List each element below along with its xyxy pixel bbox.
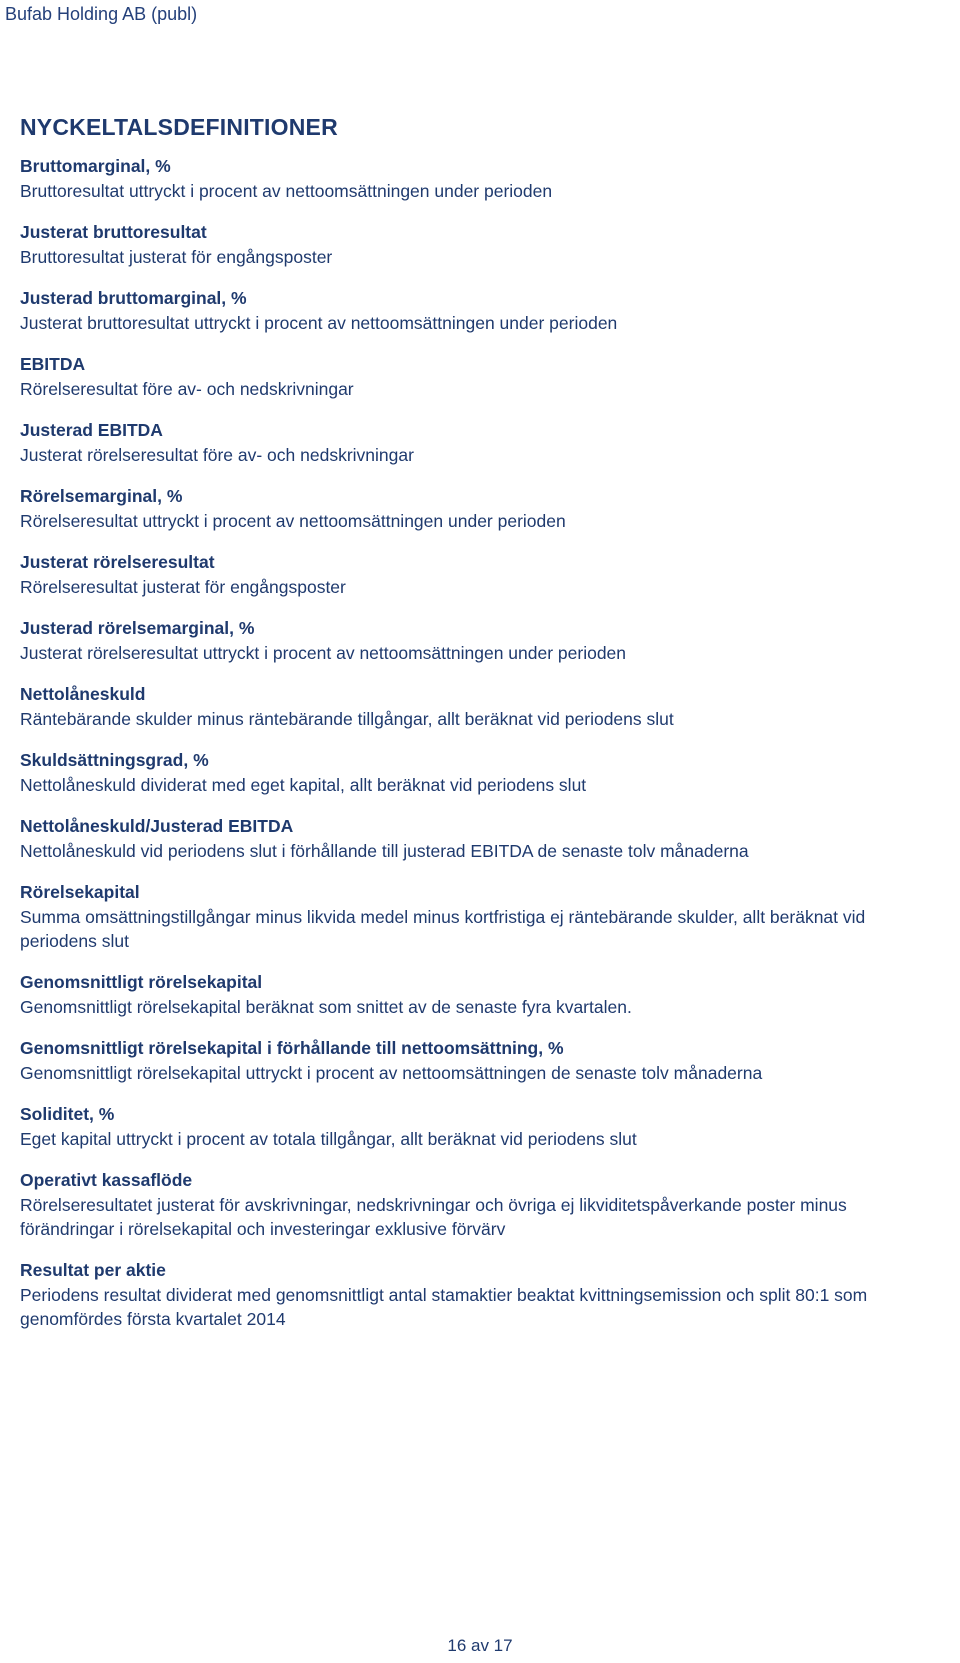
definition-item: [20, 1259, 945, 1331]
definition-description: Bruttoresultat justerat för engångsposter: [20, 247, 333, 267]
definition-description: Räntebärande skulder minus räntebärande tillgångar, allt beräknat vid periodens slut: [20, 709, 674, 729]
definition-description: Nettolåneskuld dividerat med eget kapital, allt beräknat vid periodens slut: [20, 775, 587, 795]
definition-item: [20, 419, 945, 467]
definition-term: Rörelsekapital: [20, 882, 140, 902]
definition-item: [20, 485, 945, 533]
definition-item: [20, 683, 945, 731]
definition-description: Justerat rörelseresultat före av- och nedskrivningar: [20, 445, 414, 465]
definition-item: [20, 1169, 945, 1241]
definition-term: Soliditet, %: [20, 1104, 115, 1124]
definition-item: [20, 881, 945, 953]
definition-term: Justerat rörelseresultat: [20, 552, 215, 572]
definition-term: Justerad EBITDA: [20, 420, 163, 440]
definition-description: Eget kapital uttryckt i procent av totala tillgångar, allt beräknat vid periodens slut: [20, 1129, 637, 1149]
definition-description: Nettolåneskuld vid periodens slut i förhållande till justerad EBITDA de senaste tolv månaderna: [20, 841, 749, 861]
definition-item: [20, 617, 945, 665]
definitions-list: [20, 155, 945, 1349]
definition-term: Bruttomarginal, %: [20, 156, 171, 176]
definition-term: Rörelsemarginal, %: [20, 486, 183, 506]
definition-item: [20, 287, 945, 335]
definition-item: [20, 551, 945, 599]
definition-description: Rörelseresultat före av- och nedskrivningar: [20, 379, 354, 399]
definition-term: Nettolåneskuld: [20, 684, 146, 704]
document-header: Bufab Holding AB (publ): [5, 4, 198, 24]
definition-term: Operativt kassaflöde: [20, 1170, 193, 1190]
definition-item: [20, 749, 945, 797]
definition-description: Rörelseresultatet justerat för avskrivningar, nedskrivningar och övriga ej likviditetspåverkande poster minus förändringar i rörelsekapital och investeringar exklusive förvärv: [20, 1195, 847, 1239]
definition-term: Genomsnittligt rörelsekapital i förhållande till nettoomsättning, %: [20, 1038, 564, 1058]
definition-term: Resultat per aktie: [20, 1260, 166, 1280]
definition-item: [20, 815, 945, 863]
definition-description: Genomsnittligt rörelsekapital beräknat som snittet av de senaste fyra kvartalen.: [20, 997, 632, 1017]
definition-term: Justerad rörelsemarginal, %: [20, 618, 255, 638]
definition-term: Skuldsättningsgrad, %: [20, 750, 209, 770]
page-indicator: 16 av 17: [447, 1636, 513, 1655]
definition-description: Rörelseresultat uttryckt i procent av nettoomsättningen under perioden: [20, 511, 566, 531]
definition-description: Rörelseresultat justerat för engångsposter: [20, 577, 346, 597]
definition-description: Periodens resultat dividerat med genomsnittligt antal stamaktier beaktat kvittningsemission och split 80:1 som genomfördes första kvartalet 2014: [20, 1285, 868, 1329]
definition-term: Genomsnittligt rörelsekapital: [20, 972, 263, 992]
definition-item: [20, 353, 945, 401]
definition-term: Justerad bruttomarginal, %: [20, 288, 247, 308]
definition-description: Bruttoresultat uttryckt i procent av nettoomsättningen under perioden: [20, 181, 553, 201]
definition-item: [20, 971, 945, 1019]
definition-description: Summa omsättningstillgångar minus likvida medel minus kortfristiga ej räntebärande skulder, allt beräknat vid periodens slut: [20, 907, 866, 951]
section-title: NYCKELTALSDEFINITIONER: [20, 114, 338, 140]
definition-item: [20, 155, 945, 203]
definition-item: [20, 1103, 945, 1151]
definition-term: Nettolåneskuld/Justerad EBITDA: [20, 816, 294, 836]
definition-item: [20, 221, 945, 269]
definition-item: [20, 1037, 945, 1085]
definition-term: EBITDA: [20, 354, 86, 374]
definition-description: Justerat bruttoresultat uttryckt i procent av nettoomsättningen under perioden: [20, 313, 618, 333]
definition-description: Justerat rörelseresultat uttryckt i procent av nettoomsättningen under perioden: [20, 643, 627, 663]
definition-description: Genomsnittligt rörelsekapital uttryckt i procent av nettoomsättningen de senaste tolv månaderna: [20, 1063, 763, 1083]
definition-term: Justerat bruttoresultat: [20, 222, 207, 242]
